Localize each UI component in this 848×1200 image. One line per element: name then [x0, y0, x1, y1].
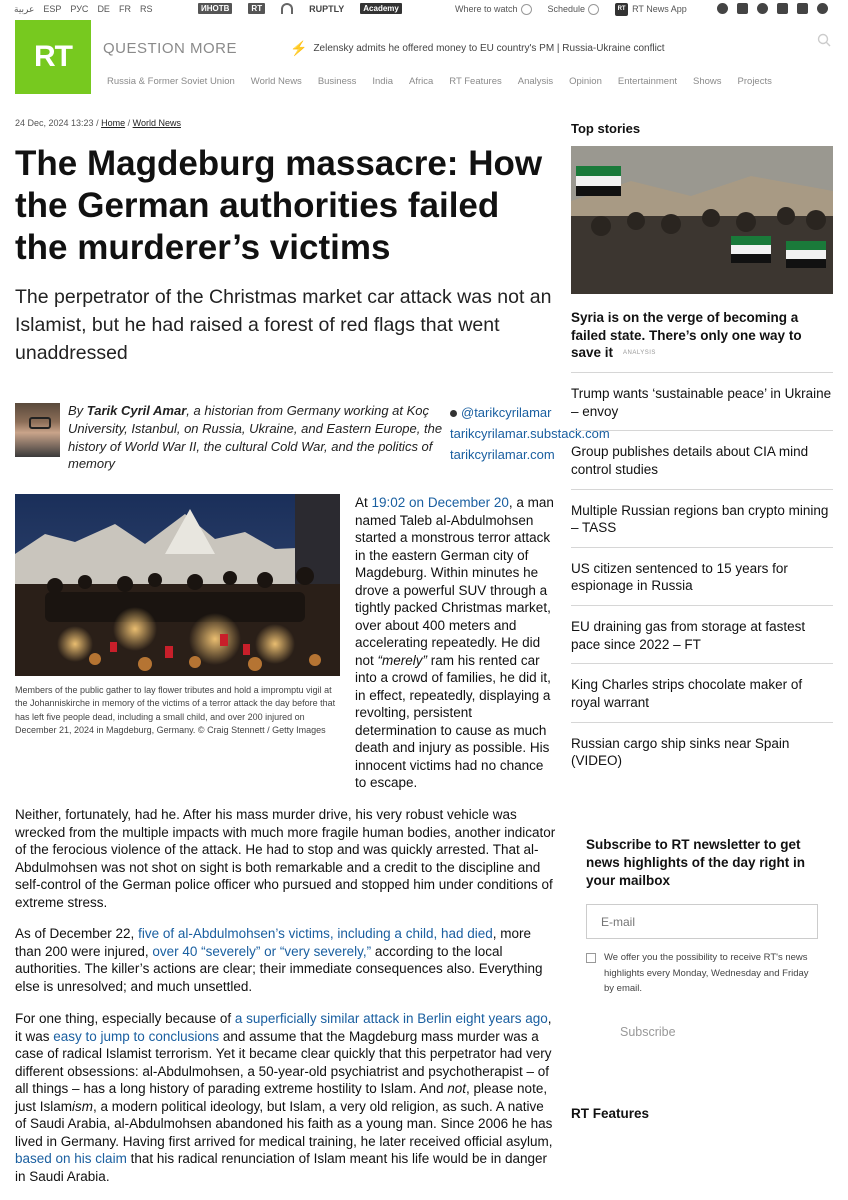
lang-rs[interactable]: RS — [139, 4, 153, 14]
article-paragraph-1: Neither, fortunately, had he. After his mass murder drive, his very robust vehicle was wrecked from the multiple impacts with much more fragile human bodies, another indicator of the ferocious violence of the attack. He had to stop and was quickly arrested. That al-Abdulmohsen was not shot on sight is both remarkable and a credit to the discipline and self-control of the German police officer who pursued and stopped him under conditions of extreme stress. — [15, 807, 556, 910]
article-hero-image — [15, 494, 340, 676]
intro-text-1: , a man named Taleb al-Abdulmohsen started a monstrous terror attack in the eastern German city of Magdeburg. Within minutes he drove a powerful SUV through a tightly packed Christmas market, over about 400 meters and accelerating repeatedly. He did not — [355, 495, 554, 668]
intro-text-2: ram his rented car into a crowd of families, he did it, in effect, repeatedly, displaying a revolting, persistent determination to cause as much death and injury as possible. His innocent victims had no chance to escape. — [355, 652, 551, 790]
rt-features-heading: RT Features — [571, 1106, 650, 1121]
article-meta: 24 Dec, 2024 13:23 / Home / World News — [15, 118, 181, 128]
breaking-ticker[interactable] — [290, 40, 665, 57]
breadcrumb-home[interactable]: Home — [101, 118, 126, 128]
nav-entertainment[interactable]: Entertainment — [617, 76, 678, 87]
author-name[interactable]: Tarik Cyril Amar — [86, 403, 187, 418]
p3-ism: ism — [72, 1098, 94, 1114]
rt-logo[interactable]: RT — [15, 20, 91, 94]
timeline-link[interactable]: 19:02 on December 20 — [371, 495, 509, 510]
top-stories-list — [571, 372, 833, 780]
author-site-link[interactable]: tarikcyrilamar.com — [450, 447, 555, 462]
reddit-icon[interactable] — [817, 3, 828, 14]
motto: QUESTION MORE — [103, 40, 238, 57]
nav-business[interactable]: Business — [317, 76, 357, 87]
academy-link[interactable]: Academy — [360, 3, 402, 14]
where-to-watch-label: Where to watch — [455, 3, 518, 14]
social-links — [717, 3, 828, 14]
arch-logo-icon[interactable] — [281, 3, 293, 14]
byline — [68, 402, 443, 473]
p2-text-c: according to the local authorities. The killer’s actions are clear; their immediate consequences also. Everything else is unresolved; and much unsettled. — [15, 943, 543, 994]
p3-text-e: , a modern political ideology, but Islam, a very old religion, as such. A native of Saudi Arabia, al-Abdulmohsen abandoned his faith as a young man. Since 2006 he has lived in Germany. Having first arrived for medical training, he later received official asylum, — [15, 1098, 553, 1149]
p3-text-f: that his radical renunciation of Islam meant his life would be in danger in Saudi Arabia. — [15, 1151, 548, 1184]
byline-prefix: By — [68, 403, 87, 418]
lang-esp[interactable]: ESP — [43, 4, 62, 14]
lightning-icon: ⚡ — [290, 40, 308, 56]
lang-fr[interactable]: FR — [118, 4, 131, 14]
utility-links — [455, 3, 687, 16]
main-nav — [107, 76, 772, 87]
nav-world-news[interactable]: World News — [250, 76, 302, 87]
conclusions-link[interactable]: easy to jump to conclusions — [53, 1028, 220, 1044]
list-item[interactable]: US citizen sentenced to 15 years for espionage in Russia — [571, 547, 833, 605]
lead-story-link[interactable] — [571, 309, 833, 362]
list-item[interactable]: Trump wants ‘sustainable peace’ in Ukraine – envoy — [571, 372, 833, 430]
x-icon — [450, 410, 457, 417]
nav-russia[interactable]: Russia & Former Soviet Union — [107, 76, 235, 87]
intro-at: At — [355, 495, 372, 510]
newsletter-heading: Subscribe to RT newsletter to get news highlights of the day right in your mailbox — [586, 837, 805, 888]
author-avatar[interactable] — [15, 403, 60, 457]
nav-rt-features[interactable]: RT Features — [449, 76, 502, 87]
telegram-icon[interactable] — [717, 3, 728, 14]
publish-date: 24 Dec, 2024 13:23 — [15, 118, 94, 128]
nav-projects[interactable]: Projects — [737, 76, 772, 87]
asylum-claim-link[interactable]: based on his claim — [15, 1151, 127, 1166]
article-paragraph-2 — [15, 925, 557, 995]
inotv-logo[interactable]: ИНОТВ — [198, 3, 232, 14]
schedule-link[interactable] — [548, 4, 600, 15]
article-summary: The perpetrator of the Christmas market car attack was not an Islamist, but he had raised a forest of red flags that went unaddressed — [15, 286, 552, 364]
article-paragraph-3 — [15, 1010, 557, 1185]
page-title: The Magdeburg massacre: How the German authorities failed the murderer’s victims — [15, 144, 543, 267]
list-item[interactable]: Group publishes details about CIA mind control studies — [571, 430, 833, 488]
list-item[interactable]: King Charles strips chocolate maker of royal warrant — [571, 663, 833, 721]
p3-text-c: and assume that the Magdeburg mass murder was a case of radical Islamist terrorism. Yet it became clear quickly that this perpetrator had very different obsessions: al-Abdulmohsen, a 50-year-old psychiatrist and psychotherapist – of all things – has a long history of parading extreme hostility to Islam. And — [15, 1028, 552, 1096]
nav-shows[interactable]: Shows — [693, 76, 722, 87]
schedule-label: Schedule — [547, 3, 586, 14]
email-field[interactable] — [586, 904, 818, 939]
list-item[interactable]: Multiple Russian regions ban crypto mining – TASS — [571, 489, 833, 547]
facebook-icon[interactable] — [797, 3, 808, 14]
p3-not: not — [447, 1081, 467, 1096]
rss-icon[interactable] — [737, 3, 748, 14]
news-app-label: RT News App — [632, 3, 687, 14]
news-app-link[interactable] — [615, 3, 687, 16]
list-item[interactable]: Russian cargo ship sinks near Spain (VIDEO) — [571, 722, 833, 780]
p2-text-a: As of December 22, — [15, 926, 139, 941]
severely-injured-link[interactable]: over 40 “severely” or “very severely,” — [152, 943, 372, 959]
language-switcher — [14, 4, 152, 15]
nav-india[interactable]: India — [372, 76, 393, 87]
consent-text: We offer you the possibility to receive RT's news highlights every Monday, Wednesday and Friday by email. — [604, 952, 809, 994]
author-x-link[interactable]: @tarikcyrilamar — [461, 405, 552, 420]
p3-text-d: , please note, just Islam — [15, 1081, 548, 1114]
where-to-watch-link[interactable] — [455, 4, 532, 15]
lang-ar[interactable]: عربية — [14, 4, 35, 14]
analysis-tag: ANALYSIS — [623, 349, 656, 356]
brand-links — [198, 3, 402, 14]
list-item[interactable]: EU draining gas from storage at fastest pace since 2022 – FT — [571, 605, 833, 663]
consent-checkbox[interactable] — [586, 953, 596, 963]
nav-analysis[interactable]: Analysis — [517, 76, 554, 87]
author-description: , a historian from Germany working at Koç University, Istanbul, on Russia, Ukraine, and Eastern Europe, the history of World War II, the cultural Cold War, and the politics of memory — [68, 403, 443, 472]
ruptly-link[interactable]: RUPTLY — [309, 3, 345, 14]
berlin-attack-link[interactable]: a superficially similar attack in Berlin eight years ago — [234, 1011, 548, 1026]
lead-story-title: Syria is on the verge of becoming a failed state. There’s only one way to save it — [571, 310, 802, 360]
breadcrumb-world-news[interactable]: World News — [132, 118, 181, 128]
intro-merely: “merely” — [377, 652, 428, 668]
play-icon — [521, 4, 532, 15]
rt-app-icon: RT — [615, 3, 628, 16]
p3-text-a: For one thing, especially because of — [15, 1011, 235, 1026]
rt-doc-logo[interactable]: RT — [248, 3, 265, 14]
p3-text-b: , it was — [15, 1011, 552, 1044]
top-bar — [0, 0, 848, 18]
nav-africa[interactable]: Africa — [408, 76, 434, 87]
odnoklassniki-icon[interactable] — [757, 3, 768, 14]
lang-de[interactable]: DE — [97, 4, 110, 14]
article-intro — [355, 494, 555, 792]
vk-icon[interactable] — [777, 3, 788, 14]
subscribe-button[interactable]: Subscribe — [620, 1025, 676, 1039]
p2-text-b: , more than 200 were injured, — [15, 926, 532, 959]
lead-story-image[interactable] — [571, 146, 833, 294]
search-icon[interactable] — [817, 33, 831, 47]
ticker-text: Zelensky admits he offered money to EU country's PM | Russia-Ukraine conflict — [313, 43, 665, 54]
image-caption: Members of the public gather to lay flower tributes and hold a impromptu vigil at the Johanniskirche in memory of the victims of a terror attack the day before that has left five people dead, including a small child, and over 200 injured on December 21, 2024 in Magdeburg, Germany. © Craig Stennett / Getty Images — [15, 685, 336, 736]
victims-link[interactable]: five of al-Abdulmohsen’s victims, including a child, had died — [138, 926, 493, 941]
nav-opinion[interactable]: Opinion — [569, 76, 602, 87]
lang-rus[interactable]: РУС — [70, 4, 89, 14]
author-substack-link[interactable]: tarikcyrilamar.substack.com — [450, 426, 610, 441]
clock-icon — [588, 4, 599, 15]
top-stories-heading: Top stories — [571, 121, 641, 136]
